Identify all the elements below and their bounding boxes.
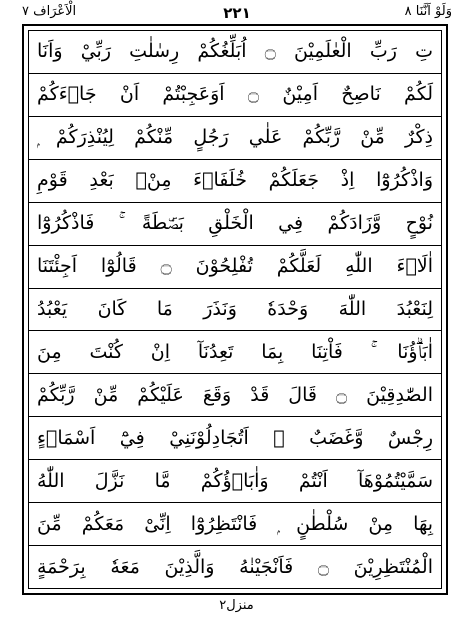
- page-header: [22, 4, 452, 24]
- text-line: لِنَعْبُدَ اللّٰهَ وَحْدَهٗ وَنَذَرَ مَا كَانَ يَعْبُدُ: [29, 289, 441, 332]
- text-line: سَمَّيْتُمُوْهَآ اَنْتُمْ وَاٰبَاۗؤُكُمْ مَّا نَزَّلَ اللّٰهُ: [29, 460, 441, 503]
- text-line: ذِكْرٌ مِّنْ رَّبِّكُمْ عَلٰي رَجُلٍ مِّنْكُمْ لِيُنْذِرَكُمْ ۭ: [29, 117, 441, 160]
- text-line: نُوْحٍ وَّزَادَكُمْ فِي الْخَلْقِ بَصْۜطَةً ۚ فَاذْكُرُوْٓا: [29, 203, 441, 246]
- text-line: بِهَا مِنْ سُلْطٰنٍ ۭ فَانْتَظِرُوْٓا اِنِّىْ مَعَكُمْ مِّنَ: [29, 503, 441, 546]
- surah-name: الْاَعْرَاف ۷: [22, 4, 77, 19]
- text-line: تِ رَبِّ الْعٰلَمِيْنَ ۝ اُبَلِّغُكُمْ رِسٰلٰتِ رَبِّيْ وَاَنَا: [29, 31, 441, 74]
- text-line: الصّٰدِقِيْنَ ۝ قَالَ قَدْ وَقَعَ عَلَيْكُمْ مِّنْ رَّبِّكُمْ: [29, 374, 441, 417]
- manzil-marker: منزل۲: [219, 598, 254, 613]
- page-number: ۲۲۱: [223, 4, 251, 22]
- text-line: الْمُنْتَظِرِيْنَ ۝ فَاَنْجَيْنٰهُ وَالَّذِيْنَ مَعَهٗ بِرَحْمَةٍ: [37, 555, 433, 578]
- juz-name: وَلَوْ اَنَّنَا ۸: [404, 4, 452, 19]
- text-line: وَاذْكُرُوْٓا اِذْ جَعَلَكُمْ خُلَفَاۗءَ مِنْۢ بَعْدِ قَوْمِ: [29, 160, 441, 203]
- text-line: اٰلَاۗءَ اللّٰهِ لَعَلَّكُمْ تُفْلِحُوْنَ ۝ قَالُوْٓا اَجِئْتَنَا: [29, 246, 441, 289]
- text-line: رِجْسٌ وَّغَضَبٌ ۭ اَتُجَادِلُوْنَنِيْ فِيْٓ اَسْمَاۗءٍ: [29, 417, 441, 460]
- text-line: لَكُمْ نَاصِحٌ اَمِيْنٌ ۝ اَوَعَجِبْتُمْ اَنْ جَاۗءَكُمْ: [29, 74, 441, 117]
- text-line: اٰبَاۗؤُنَا ۚ فَاْتِنَا بِمَا تَعِدُنَآ اِنْ كُنْتَ مِنَ: [29, 331, 441, 374]
- text-frame: [28, 30, 442, 589]
